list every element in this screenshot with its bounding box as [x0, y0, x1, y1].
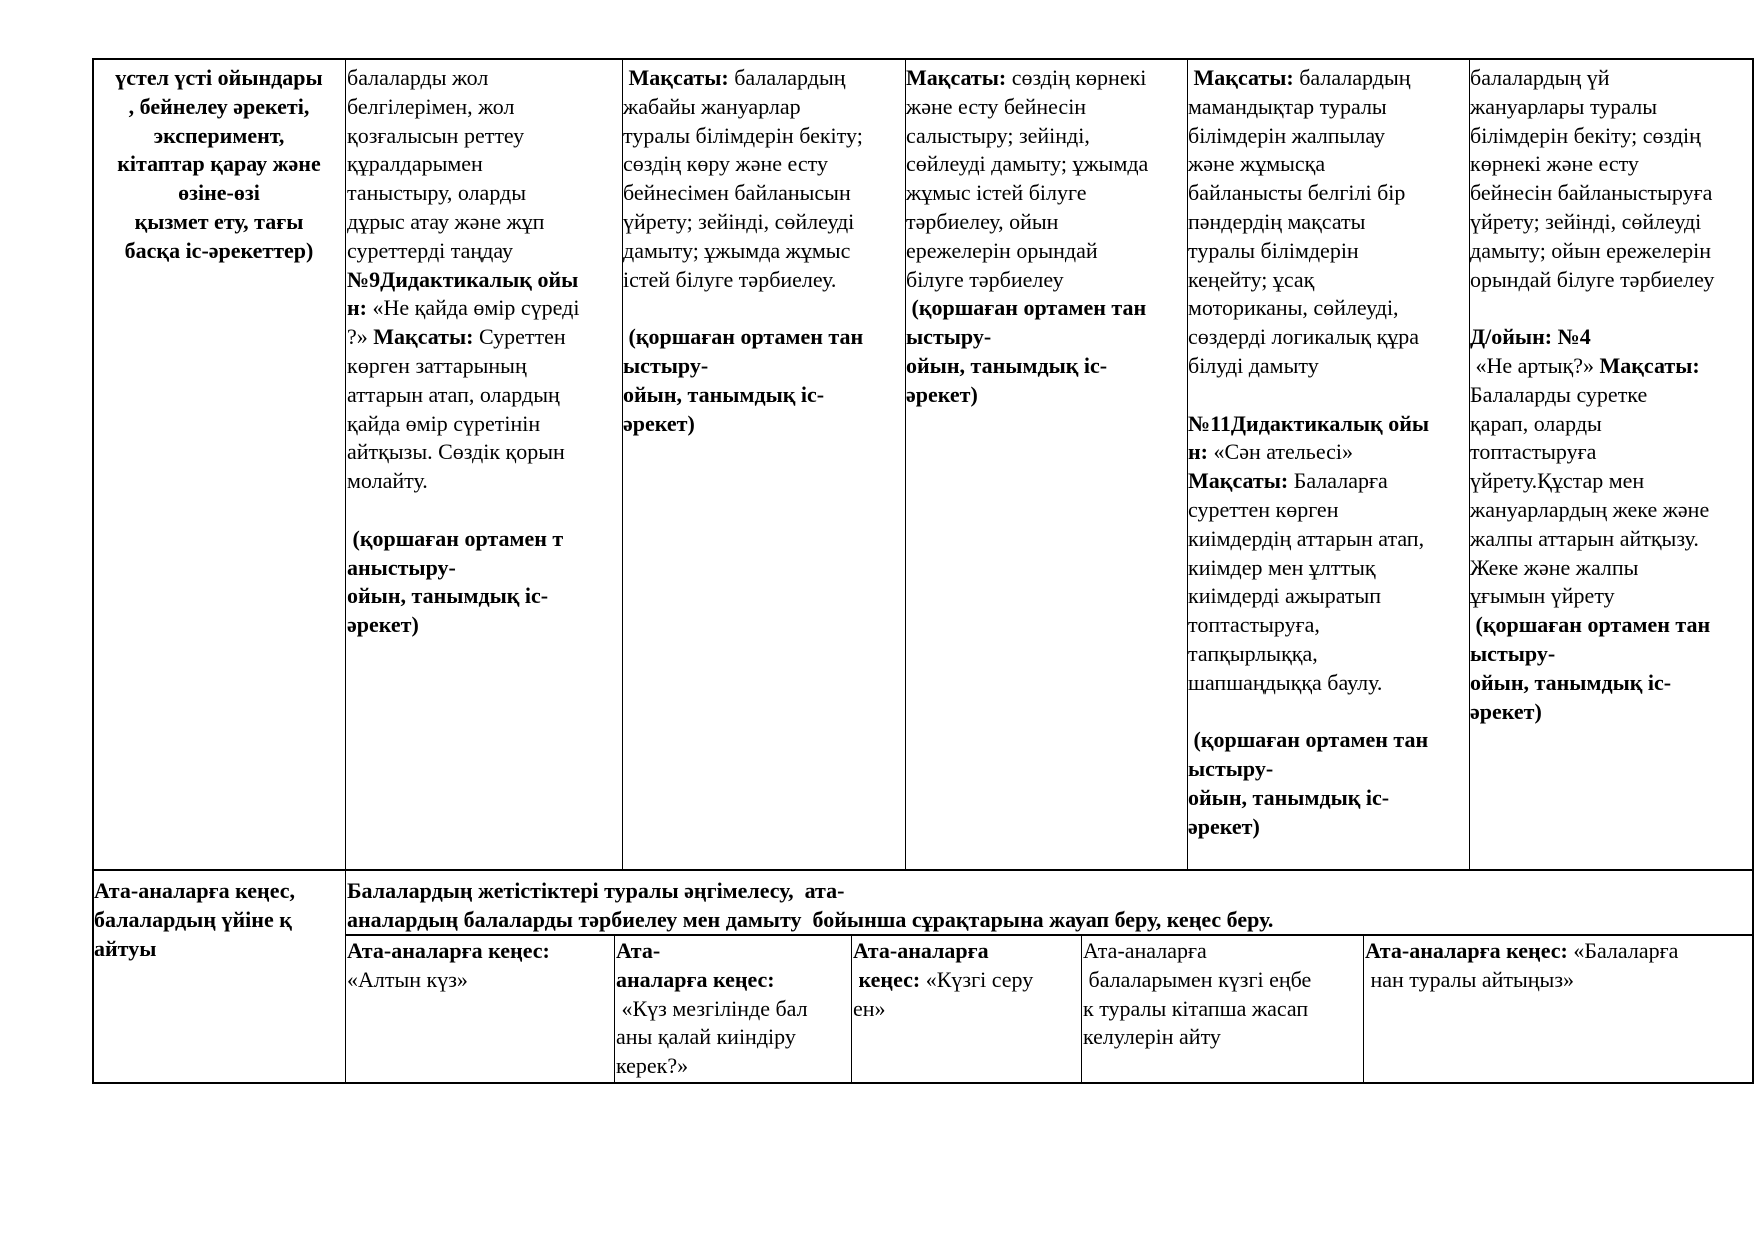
row2-header-cell [94, 877, 344, 963]
text-segment: таныстыру, оларды [347, 180, 527, 206]
text-line [347, 122, 621, 151]
text-line [1188, 467, 1468, 496]
text-line [906, 150, 1186, 179]
text-line [1188, 381, 1468, 410]
text-segment: айтуы [94, 935, 157, 961]
text-segment: (қоршаған ортамен тан [1188, 727, 1429, 753]
text-segment: аны қалай киіндіру [616, 1024, 796, 1050]
row2-general-advice [347, 877, 1747, 935]
text-segment: жұмыс істей білуге [906, 180, 1087, 206]
text-line [347, 582, 621, 611]
text-line [94, 93, 344, 122]
text-segment: және есту бейнесін [906, 93, 1087, 119]
text-line [853, 937, 1080, 966]
text-line [347, 410, 621, 439]
text-segment: келулерін айту [1083, 1024, 1221, 1050]
text-segment: ережелерін орындай [906, 237, 1098, 263]
text-line [94, 906, 344, 935]
text-segment: нан туралы айтыңыз» [1365, 966, 1575, 992]
text-line [347, 906, 1747, 935]
text-segment: орындай білуге тәрбиелеу [1470, 266, 1715, 292]
text-line [1188, 438, 1468, 467]
text-line [1188, 237, 1468, 266]
table-right-border [1752, 58, 1754, 1084]
text-segment: Ата-аналарға кеңес, [94, 878, 295, 903]
text-segment: моториканы, сөйлеуді, [1188, 295, 1399, 321]
text-line [1188, 294, 1468, 323]
text-line [1083, 966, 1362, 995]
text-segment: балаларды жол [347, 65, 489, 90]
text-line [906, 179, 1186, 208]
text-line [1188, 122, 1468, 151]
text-segment: Жеке және жалпы [1470, 554, 1639, 580]
row1-tuesday-cell [623, 64, 904, 438]
text-segment: балалардың үйіне қ [94, 906, 292, 932]
text-segment: және жұмысқа [1188, 151, 1326, 177]
text-line [906, 294, 1186, 323]
text-line [1365, 937, 1751, 966]
row2-advice-4 [1083, 937, 1362, 1052]
text-segment: керек?» [616, 1053, 689, 1079]
text-line [347, 937, 613, 966]
text-line [623, 410, 904, 439]
text-line [906, 122, 1186, 151]
text-line [1470, 381, 1751, 410]
text-line [94, 208, 344, 237]
text-line [1470, 582, 1751, 611]
text-line [616, 1023, 850, 1052]
text-line [1470, 179, 1751, 208]
text-line [347, 266, 621, 295]
text-segment: білімдерін жалпылау [1188, 122, 1385, 148]
text-segment: дамыту; ұжымда жұмыс [623, 237, 851, 263]
text-line [347, 64, 621, 93]
text-segment: үйрету; зейінді, сөйлеуді [1470, 208, 1702, 234]
text-segment: Мақсаты: [623, 65, 729, 90]
text-line [1188, 640, 1468, 669]
text-line [623, 352, 904, 381]
row1-header-cell [94, 64, 344, 266]
text-line [623, 122, 904, 151]
text-segment: кеңес: [853, 966, 921, 992]
text-line [347, 323, 621, 352]
text-segment: туралы білімдерін [1188, 237, 1359, 263]
text-segment: ойын, танымдық іс- [1470, 669, 1672, 695]
text-segment: байланысты белгілі бір [1188, 180, 1406, 206]
text-line [1188, 784, 1468, 813]
text-segment: істей білуге тәрбиелеу. [623, 266, 837, 292]
text-segment: әрекет) [906, 381, 978, 407]
text-segment: өзіне-өзі [178, 180, 260, 206]
text-line [1188, 755, 1468, 784]
text-line [623, 294, 904, 323]
text-line [94, 237, 344, 266]
text-line [1470, 410, 1751, 439]
text-line [906, 93, 1186, 122]
text-line [1188, 525, 1468, 554]
text-segment: үйрету.Құстар мен [1470, 468, 1645, 494]
text-line [1470, 208, 1751, 237]
row2-advice-5 [1365, 937, 1751, 995]
row1-friday-cell [1470, 64, 1751, 726]
text-line [1470, 150, 1751, 179]
text-line [906, 208, 1186, 237]
row1-thursday-cell [1188, 64, 1468, 842]
subcol-divider-2 [851, 934, 852, 1083]
row-divider [92, 869, 1754, 871]
text-line [623, 266, 904, 295]
text-segment: пәндердің мақсаты [1188, 208, 1366, 234]
text-line [623, 64, 904, 93]
text-line [1470, 352, 1751, 381]
text-segment: білімдерін бекіту; сөздің [1470, 122, 1701, 148]
text-segment: Ата-аналарға [853, 938, 989, 963]
text-line [906, 237, 1186, 266]
text-segment: Суреттен [473, 324, 566, 350]
text-segment: бейнесімен байланысын [623, 180, 851, 206]
text-segment: ыстыру- [623, 352, 709, 378]
text-line [1188, 266, 1468, 295]
text-line [94, 179, 344, 208]
text-line [1188, 179, 1468, 208]
text-segment: ыстыру- [1188, 756, 1274, 782]
text-segment: әрекет) [347, 612, 419, 638]
text-line [1470, 669, 1751, 698]
text-line [623, 237, 904, 266]
text-segment: аналардың балаларды тәрбиелеу мен дамыту бойынша сұрақтарына жауап беру, кеңес беру. [347, 906, 1274, 932]
text-line [623, 150, 904, 179]
text-line [347, 294, 621, 323]
text-segment: ен» [853, 995, 886, 1021]
text-line [1470, 525, 1751, 554]
text-segment: әрекет) [623, 410, 695, 436]
text-line [347, 208, 621, 237]
text-segment: үйрету; зейінді, сөйлеуді [623, 208, 855, 234]
text-line [1470, 496, 1751, 525]
text-line [1188, 352, 1468, 381]
text-line [347, 966, 613, 995]
text-segment: суреттерді таңдау [347, 237, 514, 263]
text-segment: сөздерді логикалық құра [1188, 324, 1420, 350]
text-segment: қарап, оларды [1470, 410, 1602, 436]
text-segment: балалардың [1293, 65, 1411, 90]
text-segment: жануарлардың жеке және [1470, 496, 1710, 522]
text-line [906, 381, 1186, 410]
text-line [1470, 93, 1751, 122]
subcol-divider-3 [1081, 934, 1082, 1083]
text-segment: білуге тәрбиелеу [906, 266, 1064, 292]
text-segment: құралдарымен [347, 151, 483, 177]
text-segment: Мақсаты: [373, 324, 474, 350]
text-line [1470, 611, 1751, 640]
text-line [616, 995, 850, 1024]
text-segment: әрекет) [1188, 813, 1260, 839]
text-segment: киімдерді ажыратып [1188, 583, 1382, 609]
text-segment: «Сән ательесі» [1213, 439, 1354, 465]
text-segment: жануарлары туралы [1470, 93, 1657, 119]
text-segment: аныстыру- [347, 554, 456, 580]
text-segment: аналарға кеңес: [616, 966, 775, 992]
text-segment: тәрбиелеу, ойын [906, 208, 1059, 234]
text-segment: қозғалысын реттеу [347, 122, 525, 148]
text-line [1470, 698, 1751, 727]
text-segment: кеңейту; ұсақ [1188, 266, 1315, 292]
text-line [906, 266, 1186, 295]
text-line [1470, 438, 1751, 467]
text-segment: әрекет) [1470, 698, 1542, 724]
text-segment: н: [1188, 439, 1214, 465]
text-segment: ойын, танымдық іс- [1188, 784, 1390, 810]
text-line [1188, 323, 1468, 352]
text-segment: балалардың үй [1470, 65, 1610, 90]
text-line [623, 93, 904, 122]
text-line [1188, 496, 1468, 525]
text-line [623, 323, 904, 352]
text-line [1083, 995, 1362, 1024]
text-line [347, 554, 621, 583]
text-segment: салыстыру; зейінді, [906, 122, 1090, 148]
text-segment: жалпы аттарын айтқызу. [1470, 525, 1699, 551]
header-column-divider [345, 58, 346, 1084]
text-segment: «Күзгі серу [920, 966, 1034, 992]
text-segment: к туралы кітапша жасап [1083, 995, 1309, 1021]
text-segment: «Балаларға [1567, 938, 1679, 963]
row1-monday-cell [347, 64, 621, 640]
text-line [1188, 611, 1468, 640]
text-segment: топтастыруға [1470, 439, 1597, 465]
text-segment: көрнекі және есту [1470, 151, 1639, 177]
table-bottom-border [92, 1082, 1754, 1084]
table-top-border [92, 58, 1754, 60]
text-segment: ойын, танымдық іс- [623, 381, 825, 407]
text-segment: (қоршаған ортамен тан [1470, 612, 1711, 638]
text-segment: Д/ойын: №4 [1470, 324, 1591, 350]
text-segment: «Не қайда өмір сүреді [372, 295, 580, 321]
text-line [1188, 582, 1468, 611]
text-line [1188, 669, 1468, 698]
text-line [1470, 64, 1751, 93]
text-line [1188, 150, 1468, 179]
text-segment: молайту. [347, 468, 428, 494]
text-line [347, 877, 1747, 906]
text-segment: ұғымын үйрету [1470, 583, 1615, 609]
text-line [906, 323, 1186, 352]
text-line [616, 1052, 850, 1081]
text-line [616, 966, 850, 995]
text-segment: Мақсаты: [1188, 468, 1289, 494]
text-line [94, 935, 344, 964]
text-segment: ыстыру- [906, 324, 992, 350]
text-segment: «Алтын күз» [347, 966, 468, 992]
text-segment: Ата- [616, 938, 661, 963]
text-segment: шапшаңдыққа баулу. [1188, 669, 1383, 695]
text-line [347, 150, 621, 179]
text-segment: «Не артық?» [1470, 352, 1600, 378]
text-line [1365, 966, 1751, 995]
text-line [347, 179, 621, 208]
text-segment: белгілерімен, жол [347, 93, 515, 119]
text-segment: сөйлеуді дамыту; ұжымда [906, 151, 1149, 177]
text-segment: сөздің көру және есту [623, 151, 828, 177]
text-segment: , бейнелеу әрекеті, [128, 93, 310, 119]
text-line [94, 122, 344, 151]
text-segment: суреттен көрген [1188, 496, 1339, 522]
text-segment: тапқырлыққа, [1188, 640, 1318, 666]
text-line [1188, 93, 1468, 122]
text-line [347, 381, 621, 410]
text-line [853, 966, 1080, 995]
text-line [1188, 698, 1468, 727]
text-segment: жабайы жануарлар [623, 93, 801, 119]
row2-advice-3 [853, 937, 1080, 1023]
text-segment: көрген заттарының [347, 352, 527, 378]
text-segment: ыстыру- [1470, 640, 1556, 666]
text-segment: Мақсаты: [1188, 65, 1294, 90]
text-line [1188, 410, 1468, 439]
text-segment: «Күз мезгілінде бал [616, 995, 808, 1021]
text-segment: білуді дамыту [1188, 352, 1319, 378]
text-segment: бейнесін байланыстыруға [1470, 180, 1713, 206]
text-line [1188, 208, 1468, 237]
text-segment: туралы білімдерін бекіту; [623, 122, 863, 148]
text-segment: Мақсаты: [1599, 352, 1700, 378]
text-segment: эксперимент, [153, 122, 285, 148]
text-line [1470, 266, 1751, 295]
text-segment: үстел үсті ойындары [115, 65, 323, 90]
text-segment: №11Дидактикалық ойы [1188, 410, 1430, 436]
text-segment: Ата-аналарға [1083, 938, 1207, 963]
text-line [623, 208, 904, 237]
text-line [623, 179, 904, 208]
text-segment: (қоршаған ортамен тан [906, 295, 1147, 321]
text-line [347, 438, 621, 467]
text-line [94, 877, 344, 906]
text-segment: сөздің көрнекі [1006, 65, 1147, 90]
text-line [347, 496, 621, 525]
text-segment: дамыту; ойын ережелерін [1470, 237, 1711, 263]
text-line [906, 64, 1186, 93]
text-line [1470, 294, 1751, 323]
text-segment: мамандықтар туралы [1188, 93, 1387, 119]
row1-wednesday-cell [906, 64, 1186, 410]
text-line [347, 525, 621, 554]
text-line [1083, 1023, 1362, 1052]
text-line [1188, 554, 1468, 583]
text-segment: Ата-аналарға кеңес: [1365, 938, 1568, 963]
text-line [1470, 122, 1751, 151]
text-line [1470, 554, 1751, 583]
text-segment: Ата-аналарға кеңес: [347, 938, 550, 963]
text-segment: ойын, танымдық іс- [347, 583, 549, 609]
text-segment: басқа іс-әрекеттер) [124, 237, 314, 263]
text-line [623, 381, 904, 410]
text-segment: қайда өмір сүретінін [347, 410, 541, 436]
text-line [347, 611, 621, 640]
text-segment: топтастыруға, [1188, 612, 1320, 638]
text-segment: дұрыс атау және жұп [347, 208, 545, 234]
subcol-divider-1 [614, 934, 615, 1083]
text-segment: Балаларға [1288, 468, 1388, 494]
text-line [347, 352, 621, 381]
text-line [1083, 937, 1362, 966]
text-line [1188, 64, 1468, 93]
text-segment: қызмет ету, тағы [134, 208, 304, 234]
text-segment: айтқызы. Сөздік қорын [347, 439, 565, 465]
text-segment: киімдер мен ұлттық [1188, 554, 1376, 580]
text-line [1470, 323, 1751, 352]
text-line [906, 352, 1186, 381]
text-segment: №9Дидактикалық ойы [347, 266, 579, 292]
text-line [347, 93, 621, 122]
row2-advice-1 [347, 937, 613, 995]
text-segment: киімдердің аттарын атап, [1188, 525, 1425, 551]
text-segment: балаларымен күзгі еңбе [1083, 966, 1312, 992]
text-segment: ?» [347, 324, 374, 350]
text-segment: ойын, танымдық іс- [906, 352, 1108, 378]
text-line [1470, 640, 1751, 669]
text-line [1188, 726, 1468, 755]
text-segment: Балаларды суретке [1470, 381, 1648, 407]
text-line [1470, 467, 1751, 496]
text-line [347, 467, 621, 496]
text-line [94, 64, 344, 93]
text-segment: кітаптар қарау және [117, 151, 321, 177]
text-line [616, 937, 850, 966]
text-line [853, 995, 1080, 1024]
text-line [347, 237, 621, 266]
text-segment: (қоршаған ортамен т [347, 525, 564, 551]
row2-advice-2 [616, 937, 850, 1081]
text-segment: Балалардың жетістіктері туралы әңгімелесу, ата- [347, 878, 845, 903]
text-segment: аттарын атап, олардың [347, 381, 560, 407]
text-line [94, 150, 344, 179]
text-segment: балалардың [728, 65, 846, 90]
text-line [1188, 813, 1468, 842]
subcol-divider-4 [1363, 934, 1364, 1083]
text-segment: н: [347, 295, 373, 321]
text-segment: (қоршаған ортамен тан [623, 324, 864, 350]
text-segment: Мақсаты: [906, 65, 1007, 90]
text-line [1470, 237, 1751, 266]
